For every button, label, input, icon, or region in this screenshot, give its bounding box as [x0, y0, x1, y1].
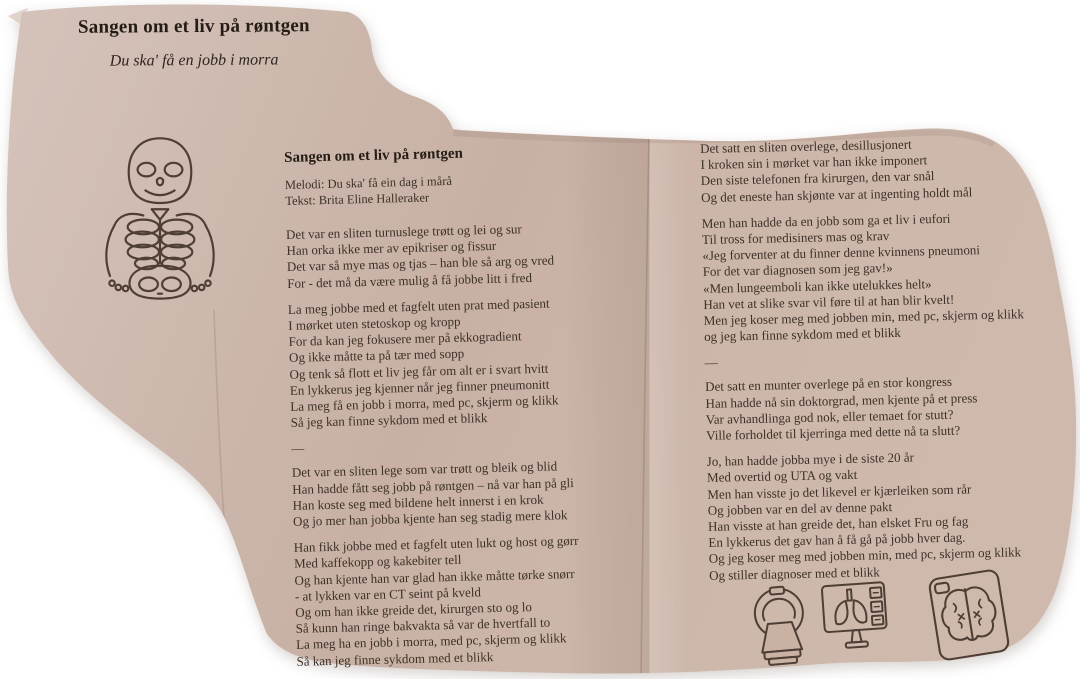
stanza: Det satt en sliten overlege, desillusjonert I kroken sin i mørket var han ikke imponert Den siste telefonen fra kirurgen, den var snål Og det eneste han skjønte var at ingenting holdt mål [700, 136, 973, 205]
brain-scan-icon [923, 564, 1014, 665]
lyrics-column-left [284, 141, 649, 679]
stanza: Det var en sliten turnuslege trøtt og lei og sur Han orka ikke mer av epikriser og fissur Det var så mye mas og tjas – han ble så arg og vred For - det må da være mulig å få jobbe litt i fred [285, 221, 555, 291]
ct-scanner-icon [745, 582, 816, 669]
stanza: La meg jobbe med et fagfelt uten prat med pasient I mørket uten stetoskop og kropp For da kan jeg fokusere mer på ekkogradient Og ikke måtte ta på tær med sopp Og tenk så flott et liv jeg får om alt er i svart hvitt En lykkerus jeg kjenner når jeg finner pneumonitt La meg få en jobb i morra, med pc, skjerm og klikk Så jeg kan finne sykdom med et blikk [287, 295, 559, 431]
xray-monitor-icon [819, 578, 896, 659]
skeleton-illustration-icon [96, 130, 224, 302]
stanza: Det satt en munter overlege på en stor kongress Han hadde nå sin doktorgrad, men kjente på et press Var avhandlinga god nok, eller temaet for stutt? Ville forholdet til kjerringa med dette nå ta slutt? [704, 374, 978, 443]
stanza: Han fikk jobbe med et fagfelt uten lukt og host og gørr Med kaffekopp og kakebiter tell Og han kjente han var glad han ikke måtte tørke snørr - at lykken var en CT seint på kveld Og om han ikke greide det, kirurgen sto og lo Så kunn han ringe bakvakta så var de hvertfall to La meg ha en jobb i morra, med pc, skjerm og klikk Så kan jeg finne sykdom med et blikk [293, 533, 579, 669]
stanza: Men han hadde da en jobb som ga et liv i eufori Til tross for medisiners mas og krav «Jeg forventer at du finner denne kvinnens pneumoni For det var diagnosen som jeg gav!» «Men lungeemboli kan ikke utelukkes helt» Han vet at slike svar vil føre til at han blir kvelt! Men jeg koser meg med jobben min, med pc, skjerm og klikk og jeg kan finne sykdom med et blikk [701, 210, 1025, 345]
inner-title: Sangen om et liv på røntgen [284, 145, 464, 166]
melody-credit: Melodi: Du ska' få ein dag i mårå Tekst: Brita Eline Halleraker [284, 173, 453, 208]
cover-block [28, 15, 360, 71]
stanza: Det var en sliten lege som var trøtt og bleik og blid Han hadde fått seg jobb på røntgen – nå var han på gli Han koste seg med bildene helt innerst i en krok Og jo mer han jobba kjente han seg stadig mere klok [291, 458, 574, 529]
stanza: Jo, han hadde jobba mye i de siste 20 år Med overtid og UTA og vakt Men han visste jo det likevel er kjærleiken som rår Og jobben var en del av denne pakt Han visste at han greide det, han elsket Fru og fag En lykkerus det gav han å få gå på jobb hver dag. Og jeg koser meg med jobben min, med pc, skjerm og klikk Og stiller diagnoser med et blikk [706, 449, 1022, 583]
cover-title: Sangen om et liv på røntgen [77, 15, 310, 38]
lyrics-column-right [700, 133, 1080, 594]
stanza-separator: — [291, 441, 305, 457]
stanza-separator: — [704, 355, 718, 371]
cover-subtitle: Du ska' få en jobb i morra [109, 51, 279, 70]
